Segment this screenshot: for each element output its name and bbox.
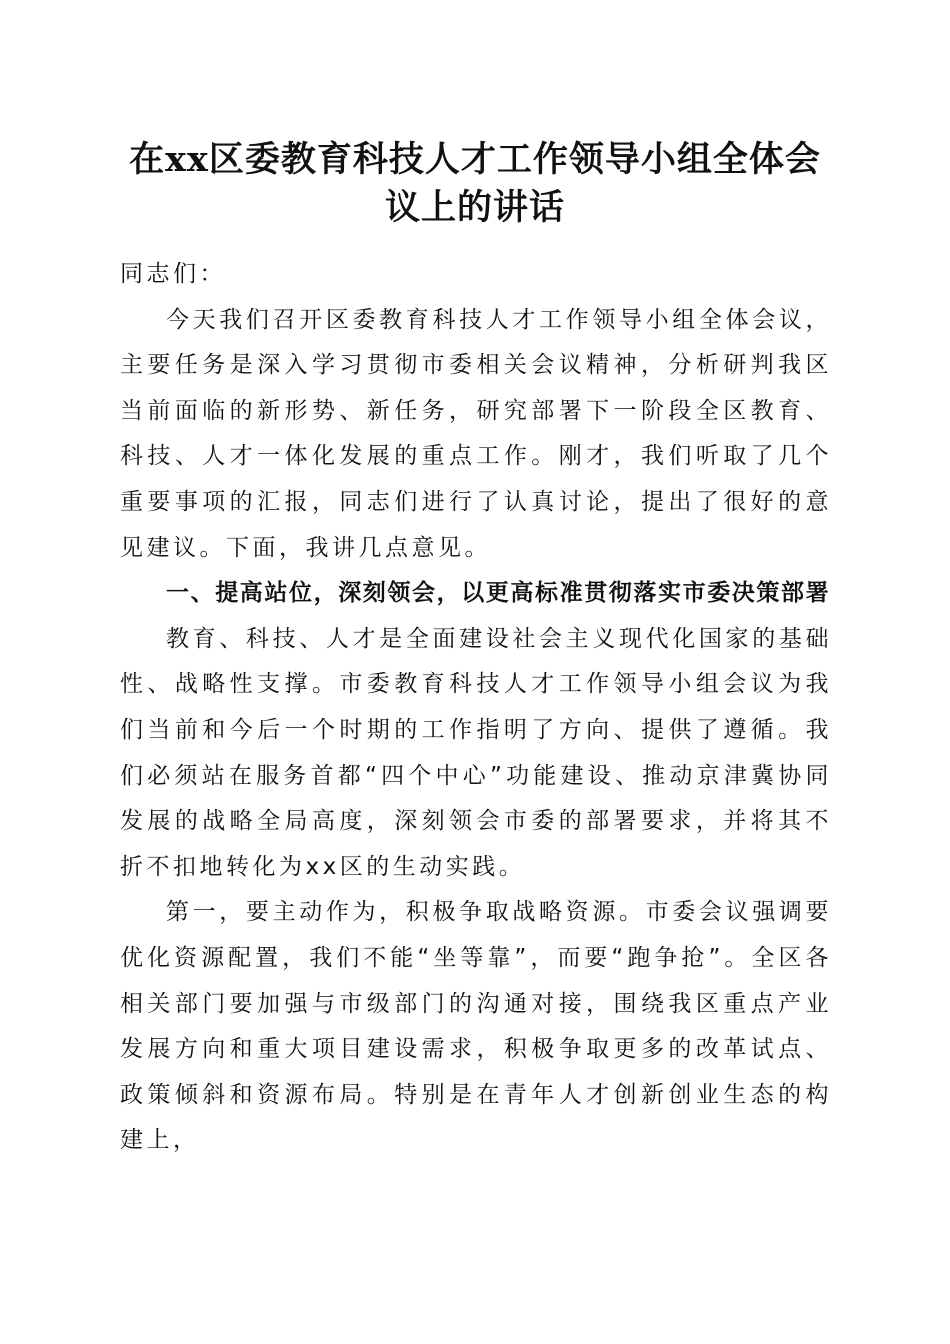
document-title: [110, 136, 840, 232]
document-body: [120, 252, 832, 1164]
paragraph-section-1: 教育、科技、人才是全面建设社会主义现代化国家的基础性、战略性支撑。市委教育科技人才工作领导小组会议为我们当前和今后一个时期的工作指明了方向、提供了遵循。我们必须站在服务首都“四个中心”功能建设、推动京津冀协同发展的战略全局高度，深刻领会市委的部署要求，并将其不折不扣地转化为xx区的生动实践。: [120, 625, 832, 880]
title-line-2: 议上的讲话: [384, 187, 565, 228]
salutation: 同志们：: [120, 261, 226, 287]
first-point-lead: 第一，要主动作为，积极争取战略资源。: [166, 899, 646, 926]
first-point-text: 市委会议强调要优化资源配置，我们不能“坐等靠”，而要“跑争抢”。全区各相关部门要加强与市级部门的沟通对接，围绕我区重点产业发展方向和重大项目建设需求，积极争取更多的改革试点、政策倾斜和资源布局。特别是在青年人才创新创业生态的构建上，: [120, 899, 833, 1154]
title-line-1: 在xx区委教育科技人才工作领导小组全体会: [129, 139, 821, 180]
section-heading-1: 一、提高站位，深刻领会，以更高标准贯彻落实市委决策部署: [166, 580, 831, 607]
paragraph-intro: 今天我们召开区委教育科技人才工作领导小组全体会议，主要任务是深入学习贯彻市委相关会议精神，分析研判我区当前面临的新形势、新任务，研究部署下一阶段全区教育、科技、人才一体化发展的重点工作。刚才，我们听取了几个重要事项的汇报，同志们进行了认真讨论，提出了很好的意见建议。下面，我讲几点意见。: [120, 306, 832, 561]
paragraph-first-point: [120, 890, 832, 1164]
